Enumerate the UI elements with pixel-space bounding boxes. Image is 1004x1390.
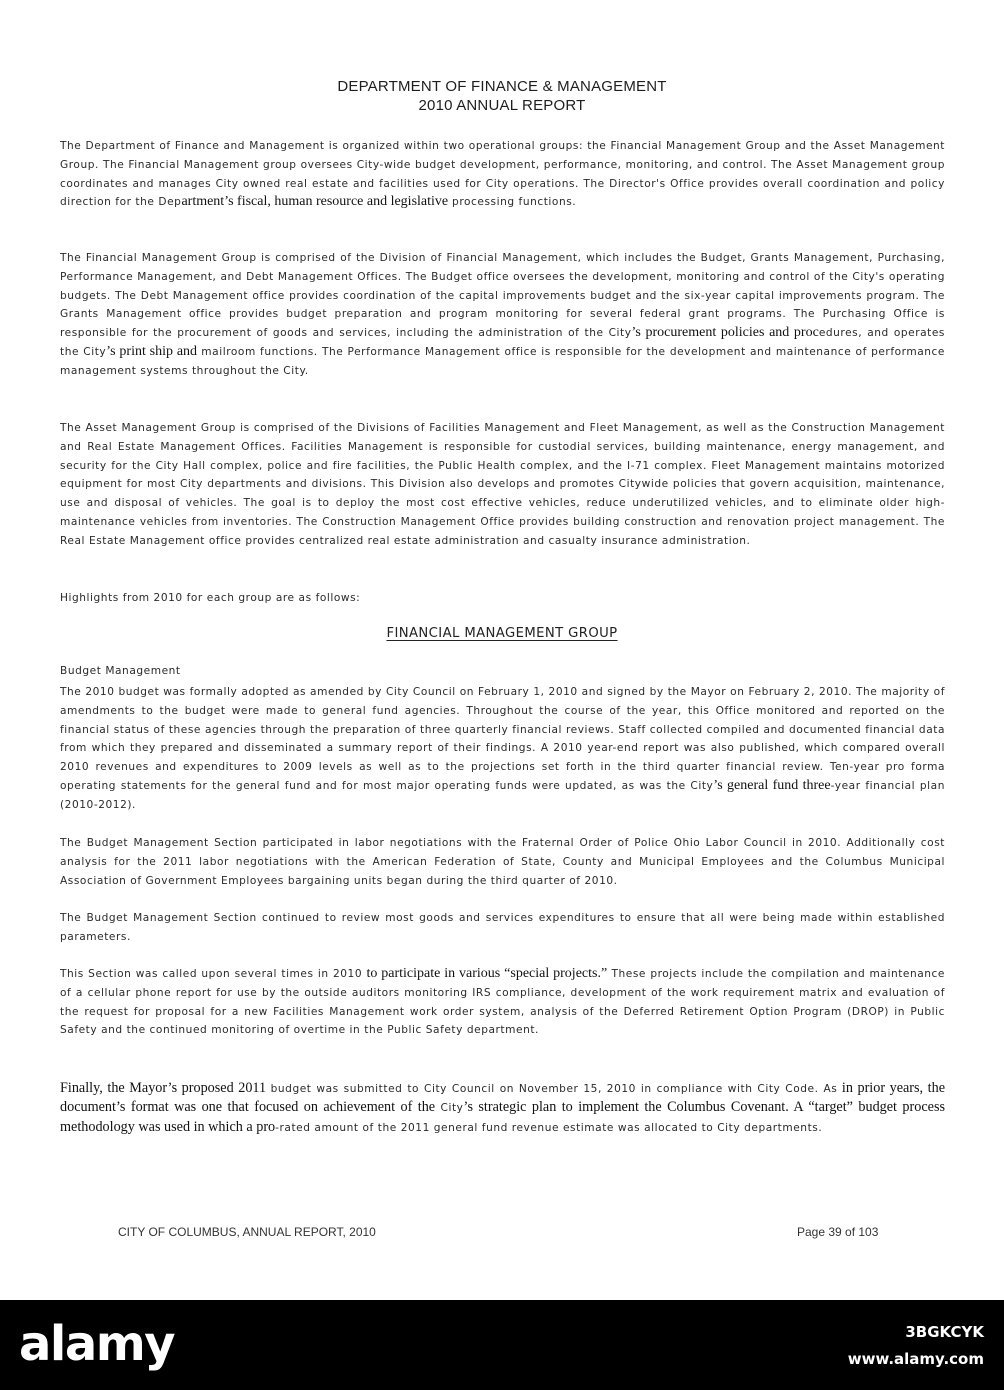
paragraph-special-text-b: These projects include the compilation and maintenance of a cellular phone report for use by the outside auditors monitoring IRS compliance, development of the work requirement matrix and evaluation of the request for proposal for a new Facilities Management work order system, analysis of the Deferred Retirement Option Program (DROP) in Public Safety and the continued monitoring of overtime in the Public Safety department. [60,968,945,1037]
paragraph-proposed-serif-b: in prior years, the document’s format was one that focused on achievement of the [60,1080,945,1116]
section-heading-text: FINANCIAL MANAGEMENT GROUP [386,626,618,641]
paragraph-budget-2010 [60,683,945,815]
paragraph-expenditures-text: The Budget Management Section continued to review most goods and services expenditures to ensure that all were being made within established parameters. [60,912,945,943]
paragraph-labor-negotiations [60,834,945,890]
paragraph-special-text-a: This Section was called upon several times in 2010 [60,968,367,980]
paragraph-highlights-text: Highlights from 2010 for each group are as follows: [60,592,361,604]
paragraph-proposed-serif-c: ’s strategic plan to implement the Columbus Covenant. A “target” budget process methodology was used in which a pro [60,1099,945,1135]
paragraph-financial-text-c: mailroom functions. The Performance Management office is responsible for the development and maintenance of performance management systems throughout the City. [60,345,945,377]
footer-page-number: Page 39 of 103 [797,1225,879,1239]
report-title-line1: DEPARTMENT OF FINANCE & MANAGEMENT [337,78,667,95]
paragraph-asset-text: The Asset Management Group is comprised of the Divisions of Facilities Management and Fleet Management, as well as the Construction Management and Real Estate Management Offices. Facilities Management is responsible for custodial services, building maintenance, energy management, and security for the City Hall complex, police and fire facilities, the Public Health complex, and the I-71 complex. Fleet Management maintains motorized equipment for most City departments and divisions. This Division also develops and promotes Citywide policies that govern acquisition, maintenance, use and disposal of vehicles. The goal is to deploy the most cost effective vehicles, reduce underutilized vehicles, and to eliminate older high-maintenance vehicles from inventories. The Construction Management Office provides building construction and renovation project management. The Real Estate Management office provides centralized real estate administration and casualty insurance administration. [60,422,945,547]
paragraph-budget-serif: ’s general fund three [713,777,831,793]
paragraph-financial-serif-2: ’s print ship and [106,343,198,359]
stock-image-id: 3BGKCYK [905,1323,984,1341]
report-title-line2: 2010 ANNUAL REPORT [418,97,586,114]
paragraph-budget-text-a: The 2010 budget was formally adopted as amended by City Council on February 1, 2010 and signed by the Mayor on February 2, 2010. The majority of amendments to the budget were made to general fund agencies. Throughout the course of the year, this Office monitored and reported on the financial status of these agencies through the preparation of three quarterly financial reviews. Staff collected compiled and documented financial data from which they prepared and disseminated a summary report of their findings. A 2010 year-end report was also published, which compared overall 2010 revenues and expenditures to 2009 levels as well as to the projections set forth in the third quarter financial review. Ten-year pro forma operating statements for the general fund and for most major operating funds were updated, as was the City [60,686,945,792]
paragraph-budget-text-b: -year financial plan (2010-2012). [60,779,945,811]
subhead-budget-management: Budget Management [60,665,181,677]
footer-report-name: CITY OF COLUMBUS, ANNUAL REPORT, 2010 [118,1225,376,1239]
paragraph-proposed-sans-2: City [440,1102,464,1115]
paragraph-intro-serif: artment’s fiscal, human resource and legislative [181,194,449,210]
alamy-logo: alamy [19,1316,175,1372]
paragraph-financial-serif-1: ’s procurement policies and proc [631,325,819,341]
paragraph-financial-text-b: edures, and operates the City [60,327,945,358]
paragraph-proposed-budget [60,1079,945,1137]
paragraph-proposed-serif-a: Finally, the Mayor’s proposed 2011 [60,1080,271,1096]
paragraph-intro-text: The Department of Finance and Management is organized within two operational groups: the Financial Management Group and the Asset Management Group. The Financial Management group oversees City-wide budget development, performance, monitoring, and control. The Asset Management group coordinates and manages City owned real estate and facilities used for City operations. The Director's Office provides overall coordination and policy direction for the Dep [60,140,945,209]
paragraph-proposed-sans-1: budget was submitted to City Council on November 15, 2010 in compliance with City Code. As [270,1083,838,1095]
paragraph-financial-text-a: The Financial Management Group is comprised of the Division of Financial Management, which includes the Budget, Grants Management, Purchasing, Performance Management, and Debt Management Offices. The Budget office oversees the development, monitoring and control of the City's operating budgets. The Debt Management office provides coordination of the capital improvements budget and the six-year capital improvements program. The Grants Management office provides budget preparation and program monitoring for several federal grant programs. The Purchasing Office is responsible for the procurement of goods and services, including the administration of the City [60,252,945,340]
paragraph-intro [60,137,945,212]
stock-site-url: www.alamy.com [847,1350,984,1368]
paragraph-proposed-sans-3: -rated amount of the 2011 general fund revenue estimate was allocated to City departments. [275,1121,823,1134]
paragraph-expenditures [60,909,945,947]
section-heading-financial [0,626,1004,641]
paragraph-asset-group [60,419,945,551]
paragraph-intro-end: processing functions. [448,196,577,209]
paragraph-special-projects [60,965,945,1040]
paragraph-labor-text: The Budget Management Section participated in labor negotiations with the Fraternal Order of Police Ohio Labor Council in 2010. Additionally cost analysis for the 2011 labor negotiations with the American Federation of State, County and Municipal Employees and the Columbus Municipal Association of Government Employees bargaining units began during the third quarter of 2010. [60,837,945,887]
paragraph-special-serif: to participate in various “special projects.” [366,966,608,981]
paragraph-highlights [60,589,945,608]
paragraph-financial-group [60,249,945,381]
